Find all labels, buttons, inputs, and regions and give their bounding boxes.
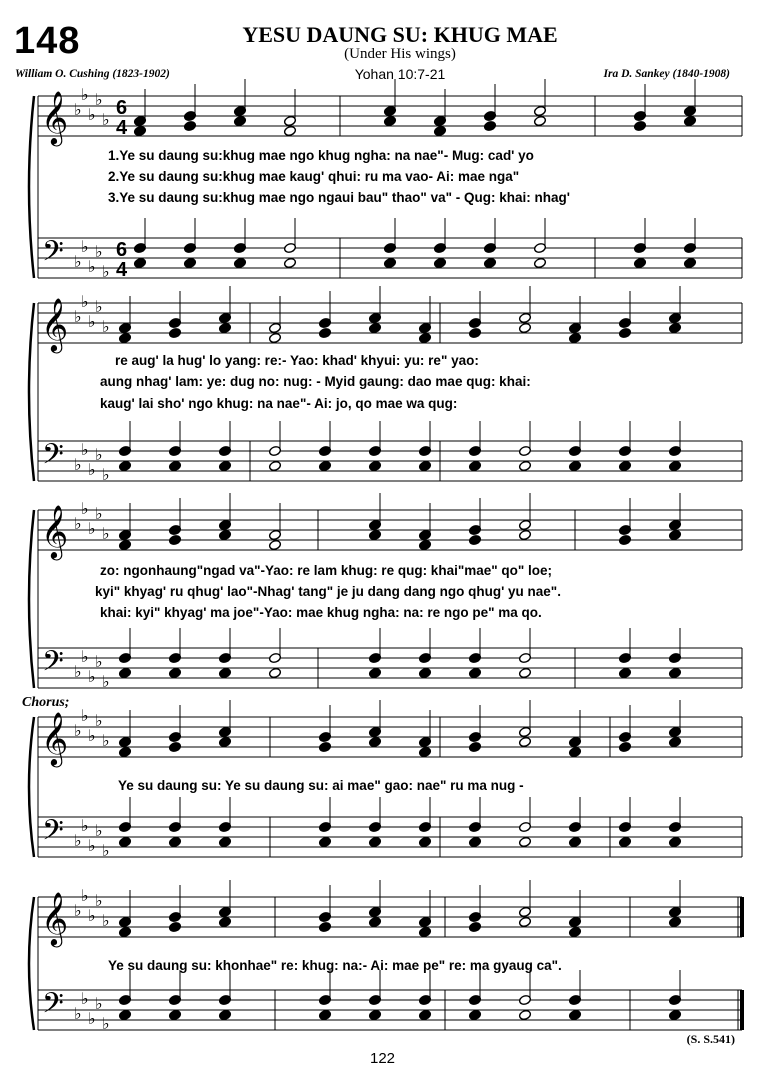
flat-sign: ♭ (95, 711, 103, 730)
note-head (218, 1009, 231, 1020)
lyric-line-verse3-system2: kaug' lai sho' ngo khug: na nae"- Ai: jo, qo mae wa qug: (100, 396, 458, 411)
flat-sign: ♭ (74, 252, 82, 271)
note-head (433, 257, 446, 268)
note-head (368, 916, 381, 927)
flat-sign: ♭ (88, 836, 96, 855)
flat-sign: ♭ (95, 242, 103, 261)
time-signature-top: 6 (116, 239, 128, 261)
note-head (368, 322, 381, 333)
bass-clef-icon: 𝄢 (42, 438, 64, 478)
bass-clef-icon: 𝄢 (42, 814, 64, 854)
flat-sign: ♭ (88, 105, 96, 124)
note-head (668, 836, 681, 847)
note-head (533, 257, 546, 268)
lyric-line-verse1-system2: re aug' la hug' lo yang: re:- Yao: khad' khyui: yu: re" yao: (115, 353, 479, 368)
flat-sign: ♭ (102, 1014, 110, 1033)
time-signature-top: 6 (116, 97, 128, 119)
note-head (668, 460, 681, 471)
note-head (418, 332, 431, 343)
note-head (618, 667, 631, 678)
catalog-reference: (S. S.541) (686, 1032, 735, 1046)
note-head (368, 736, 381, 747)
flat-sign: ♭ (95, 994, 103, 1013)
note-head (168, 1009, 181, 1020)
note-head (418, 926, 431, 937)
note-head (318, 836, 331, 847)
note-head (518, 916, 531, 927)
note-head (168, 741, 181, 752)
note-head (168, 327, 181, 338)
lyric-line-verse2-system3: kyi" khyag' ru qhug' lao"-Nhag' tang" je ju dang dang ngo qhug' yu nae". (95, 584, 561, 599)
treble-clef-icon: 𝄞 (41, 504, 69, 558)
system-brace (29, 897, 34, 1030)
flat-sign: ♭ (81, 816, 89, 835)
treble-clef-icon: 𝄞 (41, 297, 69, 351)
chorus-label: Chorus; (22, 695, 70, 710)
note-head (368, 667, 381, 678)
note-head (618, 741, 631, 752)
bass-clef-icon: 𝄢 (42, 987, 64, 1027)
note-head (418, 746, 431, 757)
note-head (318, 741, 331, 752)
note-head (218, 460, 231, 471)
note-head (468, 460, 481, 471)
note-head (568, 1009, 581, 1020)
flat-sign: ♭ (88, 1009, 96, 1028)
flat-sign: ♭ (102, 524, 110, 543)
note-head (668, 736, 681, 747)
hymn-subtitle: (Under His wings) (344, 46, 456, 62)
lyricist-credit: William O. Cushing (1823-1902) (15, 68, 170, 80)
flat-sign: ♭ (95, 652, 103, 671)
note-head (318, 327, 331, 338)
note-head (183, 120, 196, 131)
note-head (518, 836, 531, 847)
note-head (318, 460, 331, 471)
note-head (168, 460, 181, 471)
flat-sign: ♭ (81, 440, 89, 459)
note-head (368, 836, 381, 847)
note-head (233, 115, 246, 126)
note-head (618, 534, 631, 545)
note-head (433, 125, 446, 136)
page-number: 122 (369, 1050, 396, 1067)
note-head (168, 836, 181, 847)
bass-clef-icon: 𝄢 (42, 645, 64, 685)
treble-clef-icon: 𝄞 (41, 711, 69, 765)
note-head (318, 921, 331, 932)
flat-sign: ♭ (81, 989, 89, 1008)
treble-clef-icon: 𝄞 (41, 891, 69, 945)
note-head (633, 257, 646, 268)
flat-sign: ♭ (74, 307, 82, 326)
flat-sign: ♭ (74, 901, 82, 920)
flat-sign: ♭ (102, 731, 110, 750)
flat-sign: ♭ (81, 886, 89, 905)
note-head (618, 460, 631, 471)
flat-sign: ♭ (81, 499, 89, 518)
flat-sign: ♭ (95, 891, 103, 910)
flat-sign: ♭ (74, 100, 82, 119)
lyric-line-verse3-system3: khai: kyi" khyag' ma joe"-Yao: mae khug ngha: na: re ngo pe" ma qo. (100, 605, 542, 620)
system-brace (29, 96, 34, 278)
note-head (218, 736, 231, 747)
note-head (383, 115, 396, 126)
note-head (118, 1009, 131, 1020)
time-signature-bottom: 4 (116, 117, 128, 139)
flat-sign: ♭ (102, 672, 110, 691)
flat-sign: ♭ (95, 90, 103, 109)
flat-sign: ♭ (102, 317, 110, 336)
note-head (568, 746, 581, 757)
note-head (568, 460, 581, 471)
note-head (368, 529, 381, 540)
flat-sign: ♭ (74, 721, 82, 740)
note-head (168, 921, 181, 932)
system-brace (29, 717, 34, 857)
note-head (518, 736, 531, 747)
lyric-line-verse2-system1: 2.Ye su daung su:khug mae kaug' qhui: ru ma vao- Ai: mae nga" (108, 169, 520, 184)
lyric-line-chorus1: Ye su daung su: Ye su daung su: ai mae" gao: nae" ru ma nug - (118, 778, 524, 793)
note-head (568, 836, 581, 847)
note-head (133, 257, 146, 268)
note-head (633, 120, 646, 131)
treble-clef-icon: 𝄞 (41, 90, 69, 144)
note-head (118, 836, 131, 847)
flat-sign: ♭ (95, 821, 103, 840)
note-head (468, 836, 481, 847)
note-head (668, 667, 681, 678)
flat-sign: ♭ (102, 465, 110, 484)
flat-sign: ♭ (88, 460, 96, 479)
flat-sign: ♭ (81, 85, 89, 104)
note-head (483, 120, 496, 131)
note-head (168, 534, 181, 545)
note-head (668, 916, 681, 927)
note-head (368, 1009, 381, 1020)
note-head (268, 667, 281, 678)
bass-clef-icon: 𝄢 (42, 235, 64, 275)
flat-sign: ♭ (102, 911, 110, 930)
note-head (668, 322, 681, 333)
lyric-line-verse2-system2: aung nhag' lam: ye: dug no: nug: - Myid gaung: dao mae qug: khai: (100, 374, 531, 389)
hymn-number: 148 (14, 20, 81, 62)
note-head (518, 460, 531, 471)
note-head (618, 327, 631, 338)
note-head (568, 926, 581, 937)
note-head (468, 667, 481, 678)
note-head (218, 322, 231, 333)
note-head (118, 539, 131, 550)
flat-sign: ♭ (81, 706, 89, 725)
flat-sign: ♭ (88, 257, 96, 276)
note-head (268, 460, 281, 471)
flat-sign: ♭ (95, 445, 103, 464)
flat-sign: ♭ (88, 667, 96, 686)
note-head (118, 667, 131, 678)
note-head (468, 1009, 481, 1020)
note-head (368, 460, 381, 471)
note-head (618, 836, 631, 847)
note-head (133, 125, 146, 136)
note-head (518, 529, 531, 540)
note-head (533, 115, 546, 126)
note-head (683, 115, 696, 126)
flat-sign: ♭ (74, 1004, 82, 1023)
flat-sign: ♭ (74, 662, 82, 681)
note-head (468, 534, 481, 545)
flat-sign: ♭ (88, 312, 96, 331)
note-head (118, 460, 131, 471)
note-head (468, 741, 481, 752)
hymn-title: YESU DAUNG SU: KHUG MAE (242, 22, 558, 47)
lyric-line-verse3-system1: 3.Ye su daung su:khug mae ngo ngaui bau" thao" va" - Qug: khai: nhag' (108, 190, 570, 205)
note-head (418, 836, 431, 847)
note-head (183, 257, 196, 268)
scripture-reference: Yohan 10:7-21 (354, 66, 446, 82)
lyric-line-chorus2: Ye su daung su: khonhae" re: khug: na:- Ai: mae pe" re: ma gyaug ca". (108, 958, 562, 973)
note-head (283, 125, 296, 136)
flat-sign: ♭ (74, 514, 82, 533)
flat-sign: ♭ (95, 297, 103, 316)
note-head (118, 332, 131, 343)
note-head (418, 1009, 431, 1020)
note-head (468, 921, 481, 932)
note-head (483, 257, 496, 268)
note-head (268, 539, 281, 550)
time-signature-bottom: 4 (116, 259, 128, 281)
flat-sign: ♭ (88, 726, 96, 745)
note-head (518, 1009, 531, 1020)
flat-sign: ♭ (102, 841, 110, 860)
flat-sign: ♭ (102, 262, 110, 281)
note-head (668, 529, 681, 540)
flat-sign: ♭ (81, 647, 89, 666)
note-head (668, 1009, 681, 1020)
flat-sign: ♭ (88, 906, 96, 925)
note-head (118, 746, 131, 757)
note-head (283, 257, 296, 268)
note-head (568, 332, 581, 343)
note-head (418, 539, 431, 550)
lyric-line-verse1-system3: zo: ngonhaung"ngad va"-Yao: re lam khug: re qug: khai"mae" qo" loe; (100, 563, 553, 578)
flat-sign: ♭ (81, 237, 89, 256)
lyric-line-verse1-system1: 1.Ye su daung su:khug mae ngo khug ngha: na nae"- Mug: cad' yo (108, 148, 534, 163)
note-head (318, 1009, 331, 1020)
note-head (383, 257, 396, 268)
flat-sign: ♭ (74, 455, 82, 474)
note-head (233, 257, 246, 268)
note-head (218, 529, 231, 540)
flat-sign: ♭ (88, 519, 96, 538)
note-head (218, 667, 231, 678)
note-head (518, 667, 531, 678)
note-head (418, 667, 431, 678)
note-head (683, 257, 696, 268)
flat-sign: ♭ (74, 831, 82, 850)
note-head (218, 916, 231, 927)
note-head (218, 836, 231, 847)
flat-sign: ♭ (95, 504, 103, 523)
flat-sign: ♭ (102, 110, 110, 129)
system-brace (29, 303, 34, 481)
system-brace (29, 510, 34, 688)
composer-credit: Ira D. Sankey (1840-1908) (603, 68, 730, 80)
note-head (518, 322, 531, 333)
note-head (168, 667, 181, 678)
flat-sign: ♭ (81, 292, 89, 311)
note-head (468, 327, 481, 338)
note-head (418, 460, 431, 471)
note-head (118, 926, 131, 937)
note-head (268, 332, 281, 343)
